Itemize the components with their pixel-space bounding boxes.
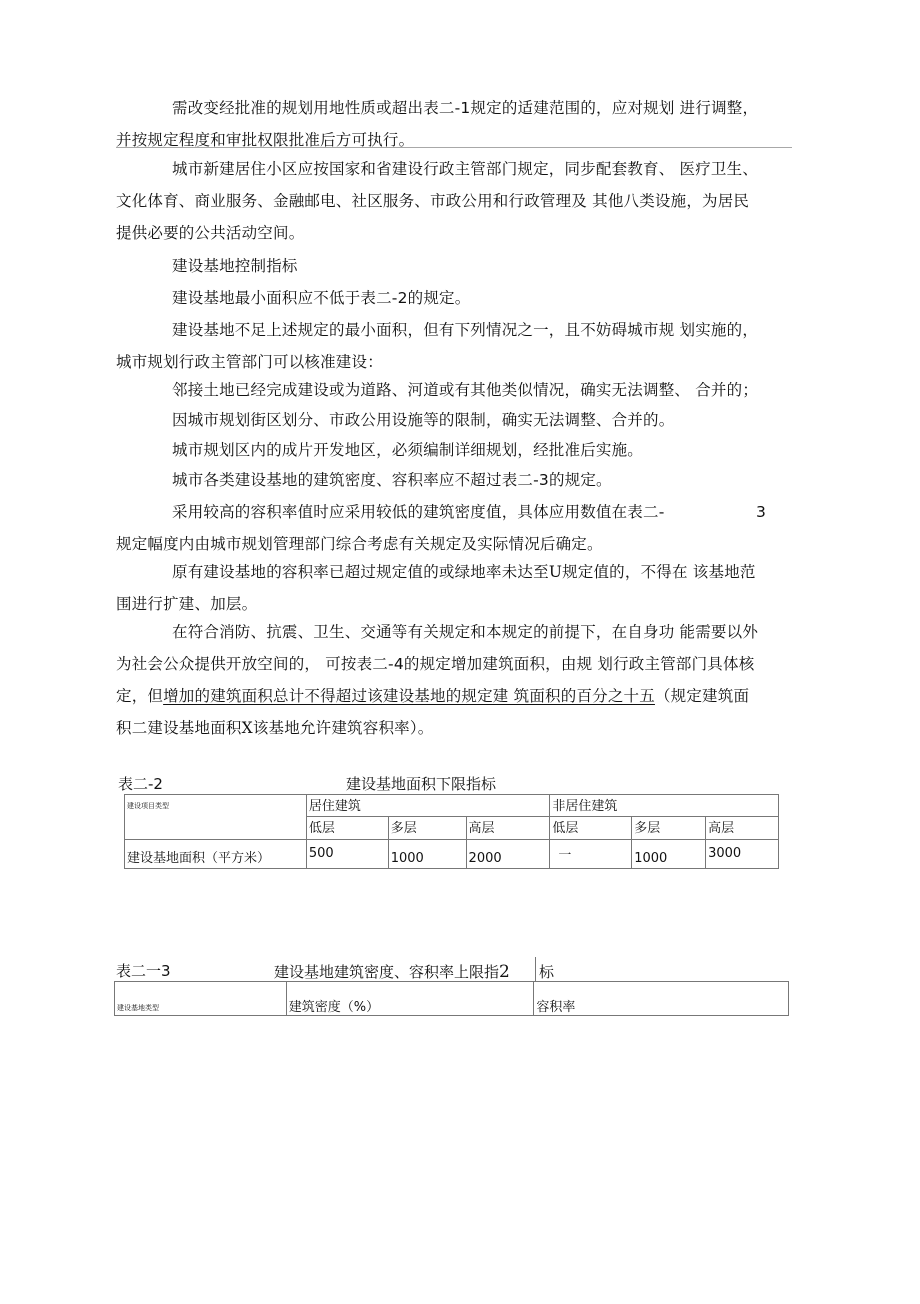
paragraph-7 (116, 404, 796, 436)
text-line: 建设基地不足上述规定的最小面积，但有下列情况之一，且不妨碍城市规 划实施的， (172, 321, 759, 339)
header-cell: 高层 (706, 817, 779, 840)
table-cell: 一 (550, 840, 632, 869)
header-cell: 居住建筑 (306, 795, 550, 817)
table-row (125, 795, 779, 817)
text-segment: 原有建设基地的容积率已超过规定值的或绿地率未达至 (172, 563, 549, 581)
paragraph-2 (116, 153, 796, 249)
text-segment: 定，但 (116, 687, 164, 705)
text-segment: （规定建筑面 (654, 687, 750, 705)
text-segment: 采用较高的容积率值时应采用较低的建筑密度值，具体应用数值在表二- (172, 503, 665, 521)
table-title: 建设基地面积下限指标 (346, 775, 497, 793)
table-cell: 3000 (706, 840, 779, 869)
text-line: 为社会公众提供开放空间的， 可按表二-4的规定增加建筑面积，由规 划行政主管部门具体核 (116, 655, 755, 673)
header-cell: 高层 (466, 817, 550, 840)
table-2-3 (114, 981, 789, 1016)
header-cell: 非居住建筑 (550, 795, 779, 817)
text-segment: X (241, 719, 253, 737)
paragraph-9 (116, 464, 796, 496)
text-line: 建设基地最小面积应不低于表二-2的规定。 (172, 289, 471, 307)
text-line: 城市各类建设基地的建筑密度、容积率应不超过表二-3的规定。 (172, 471, 612, 489)
text-line: 围进行扩建、加层。 (116, 595, 258, 613)
table-cell: 2000 (466, 840, 550, 869)
row-label-cell: 建设基地面积（平方米） (125, 840, 307, 869)
text-segment: 该基地允许建筑容积率）。 (252, 719, 434, 737)
text-segment: 规定值的，不得在 该基地范 (562, 563, 756, 581)
divider (116, 147, 792, 148)
paragraph-11 (116, 556, 796, 620)
header-cell: 低层 (550, 817, 632, 840)
text-line (116, 680, 796, 712)
text-line: 在符合消防、抗震、卫生、交通等有关规定和本规定的前提下，在自身功 能需要以外 (172, 623, 759, 641)
header-cell: 低层 (306, 817, 388, 840)
caption-divider (535, 957, 536, 981)
text-line: 需改变经批准的规划用地性质或超出表二-1规定的适建范围的，应对规划 进行调整， (172, 99, 759, 117)
paragraph-8 (116, 434, 796, 466)
text-line: 城市规划区内的成片开发地区，必须编制详细规划，经批准后实施。 (172, 441, 644, 459)
table-title-tail: 标 (539, 963, 555, 981)
section-heading (116, 250, 796, 282)
header-cell: 建设基地类型 (115, 982, 287, 1016)
table-2-2 (124, 794, 779, 869)
text-segment: U (548, 563, 563, 581)
text-line (116, 712, 796, 744)
header-cell: 容积率 (534, 982, 789, 1016)
paragraph-10 (116, 496, 796, 560)
table-title (274, 961, 510, 982)
text-line: 因城市规划街区划分、市政公用设施等的限制，确实无法调整、合并的。 (172, 411, 675, 429)
text-line: 规定幅度内由城市规划管理部门综合考虑有关规定及实际情况后确定。 (116, 535, 603, 553)
table-row (125, 840, 779, 869)
table-cell: 500 (306, 840, 388, 869)
text-line (116, 556, 796, 588)
header-cell: 多层 (632, 817, 706, 840)
table-label: 表二一3 (116, 962, 171, 980)
underlined-text: 增加的建筑面积总计不得超过该建设基地的规定建 筑面积的百分之十五 (163, 687, 655, 705)
text-line (116, 496, 796, 528)
text-line: 邻接土地已经完成建设或为道路、河道或有其他类似情况，确实无法调整、 合并的； (172, 381, 759, 399)
table-row (115, 982, 789, 1016)
table-label: 表二-2 (118, 775, 163, 793)
text-line: 提供必要的公共活动空间。 (116, 224, 305, 242)
table-cell: 1000 (388, 840, 466, 869)
paragraph-4 (116, 282, 796, 314)
paragraph-12 (116, 616, 796, 744)
paragraph-5 (116, 314, 796, 378)
paragraph-6 (116, 374, 796, 406)
text-line: 并按规定程度和审批权限批准后方可执行。 (116, 131, 415, 149)
title-text: 建设基地建筑密度、容积率上限指 (274, 963, 500, 981)
table-cell: 1000 (632, 840, 706, 869)
text-line: 城市新建居住小区应按国家和省建设行政主管部门规定，同步配套教育、 医疗卫生、 (172, 160, 759, 178)
text-line: 文化体育、商业服务、金融邮电、社区服务、市政公用和行政管理及 其他八类设施，为居民 (116, 192, 750, 210)
header-cell: 多层 (388, 817, 466, 840)
title-number: 2 (499, 962, 510, 982)
heading-text: 建设基地控制指标 (172, 257, 298, 275)
text-segment: 3 (756, 503, 767, 521)
header-cell: 建筑密度（%） (286, 982, 534, 1016)
text-segment: 积二建设基地面积 (116, 719, 242, 737)
header-cell: 建设项目类型 (125, 795, 307, 840)
text-line: 城市规划行政主管部门可以核准建设： (116, 353, 383, 371)
